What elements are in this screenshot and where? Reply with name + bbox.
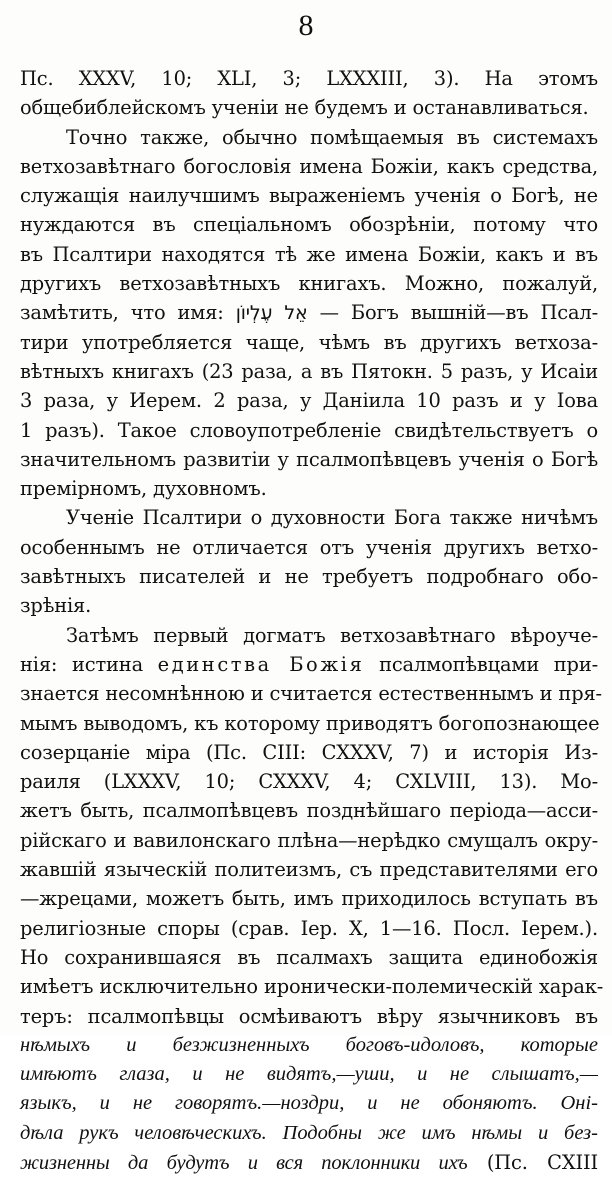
text-line: 3 раза, у Иерем. 2 раза, у Даніила 10 разъ и у Іова: [20, 389, 598, 413]
text-line: —жрецами, можетъ быть, имъ приходилось вступать въ: [20, 887, 598, 911]
text-line: зрѣнія.: [20, 594, 92, 618]
text-line: нуждаются въ спеціальномъ обозрѣніи, потому что: [20, 213, 598, 237]
line-segment: — Богъ вышній—въ Псал-: [307, 301, 598, 325]
text-line: раиля (LXXXV, 10; CXXXV, 4; CXLVIII, 13). Мо-: [20, 770, 598, 794]
paragraph-start-line: Ученіе Псалтири о духовности Бога также ничѣмъ: [66, 506, 598, 530]
text-line: особеннымъ не отличается отъ ученія другихъ ветхо-: [20, 535, 598, 559]
text-line: ветхозавѣтнаго богословія имена Божіи, какъ средства,: [20, 154, 598, 178]
body-text: [20, 64, 604, 1177]
hebrew-divine-name: אֵל עֶלְיוֹן: [235, 302, 308, 325]
page-number: 8: [298, 9, 314, 42]
mixed-quote-line: [20, 1148, 598, 1177]
text-line: 1 разъ). Такое словоупотребленіе свидѣтельствуетъ о: [20, 418, 598, 442]
line-segment: псалмопѣвцами при-: [364, 652, 598, 676]
paragraph-start-line: Затѣмъ первый догматъ ветхозавѣтнаго вѣроуче-: [66, 623, 598, 647]
text-line: служащія наилучшимъ выраженіемъ ученія о Богѣ, не: [20, 184, 598, 208]
text-line: общебиблейскомъ ученіи не будемъ и останавливаться.: [20, 96, 589, 120]
text-line: въ Псалтири находятся тѣ же имена Божіи, какъ и въ: [20, 242, 598, 266]
text-line: премірномъ, духовномъ.: [20, 477, 267, 501]
text-line: Пс. XXXV, 10; XLI, 3; LXXXIII, 3). На этомъ: [20, 67, 598, 90]
text-line: имѣетъ исключительно иронически-полемическій харак-: [20, 975, 604, 999]
text-line: жавшій языческій политеизмъ, съ представителями его: [20, 858, 598, 882]
italic-quote-line: имѣютъ глаза, и не видятъ,—уши, и не слышатъ,—: [20, 1063, 598, 1086]
italic-quote-line: дѣла рукъ человѣческихъ. Подобны же имъ нѣмы и без-: [20, 1121, 598, 1144]
text-line: мымъ выводомъ, къ которому приводятъ богопознающее: [20, 711, 600, 735]
text-line: тири употребляется чаще, чѣмъ въ другихъ ветхоза-: [20, 330, 598, 354]
paragraph-start-line: Точно также, обычно помѣщаемыя въ системахъ: [66, 125, 598, 149]
text-line: знается несомнѣнною и считается естественнымъ и пря-: [20, 682, 602, 706]
text-line: другихъ ветхозавѣтныхъ книгахъ. Можно, пожалуй,: [20, 272, 598, 296]
text-line: религіозные споры (срав. Іер. X, 1—16. Посл. Іерем.).: [20, 916, 598, 940]
text-line: Но сохранившаяся въ псалмахъ защита единобожія: [20, 945, 598, 969]
text-line: рійскаго и вавилонскаго плѣна—нерѣдко смущалъ окру-: [20, 828, 598, 852]
italic-quote-line: нѣмыхъ и безжизненныхъ боговъ-идоловъ, которые: [20, 1033, 598, 1056]
italic-quote-segment: жизненны да будутъ и вся поклонники ихъ: [20, 1151, 468, 1174]
line-segment: замѣтить, что имя:: [20, 301, 236, 325]
text-line-with-hebrew: [20, 298, 598, 327]
line-segment: нія: истина: [20, 652, 158, 676]
line-segment: (Пс. CXIII: [467, 1150, 599, 1174]
text-line: созерцаніе міра (Пс. CIII: CXXXV, 7) и исторія Из-: [20, 740, 598, 764]
text-line-with-emphasis: [20, 650, 598, 679]
text-line: вѣтныхъ книгахъ (23 раза, а въ Пятокн. 5 разъ, у Исаіи: [20, 359, 598, 383]
emphasized-term: единства Божія: [157, 652, 365, 676]
italic-quote-line: языкъ, и не говорятъ.—ноздри, и не обоняютъ. Оні-: [20, 1092, 598, 1115]
text-line: теръ: псалмопѣвцы осмѣиваютъ вѣру язычниковъ въ: [20, 1004, 598, 1028]
text-line: жетъ быть, псалмопѣвцевъ позднѣйшаго періода—асси-: [20, 799, 598, 823]
text-line: значительномъ развитіи у псалмопѣвцевъ ученія о Богѣ: [20, 447, 598, 471]
text-line: завѣтныхъ писателей и не требуетъ подробнаго обо-: [20, 565, 598, 589]
